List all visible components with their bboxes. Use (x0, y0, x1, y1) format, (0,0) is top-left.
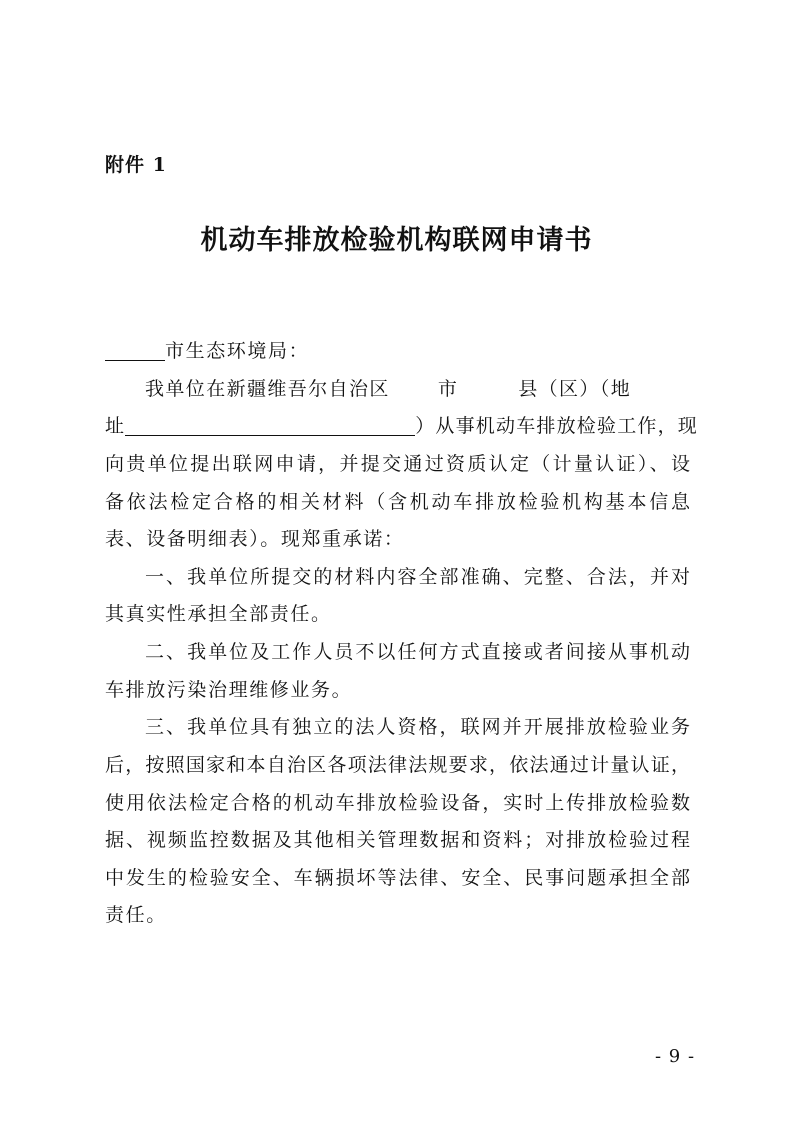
para2-line1: 一、我单位所提交的材料内容全部准确、完整、合法，并对 (145, 566, 690, 588)
para1-line4: 备依法检定合格的相关材料（含机动车排放检验机构基本信息 (105, 491, 690, 513)
para1-line1: 我单位在新疆维吾尔自治区 市 县（区）（地 (145, 378, 632, 400)
salutation-line (105, 341, 690, 361)
para4-line5: 中发生的检验安全、车辆损坏等法律、安全、民事问题承担全部 (105, 867, 690, 889)
para3-line2: 车排放污染治理维修业务。 (105, 679, 353, 701)
salutation-text: 市生态环境局： (165, 340, 310, 362)
para4-line4: 据、视频监控数据及其他相关管理数据和资料；对排放检验过程 (105, 829, 690, 851)
address-blank (125, 417, 415, 436)
para4-line1: 三、我单位具有独立的法人资格，联网并开展排放检验业务 (145, 716, 690, 738)
para4-line3: 使用依法检定合格的机动车排放检验设备，实时上传排放检验数 (105, 792, 690, 814)
para4-line2: 后，按照国家和本自治区各项法律法规要求，依法通过计量认证， (105, 754, 690, 776)
attachment-label: 附件 1 (105, 154, 167, 176)
para1-line3: 向贵单位提出联网申请，并提交通过资质认定（计量认证）、设 (105, 453, 690, 475)
para3-line1: 二、我单位及工作人员不以任何方式直接或者间接从事机动 (145, 641, 690, 663)
para2-line2: 其真实性承担全部责任。 (105, 603, 332, 625)
para4-line6: 责任。 (105, 904, 167, 926)
city-blank (105, 342, 165, 361)
page-number: - 9 - (655, 1046, 696, 1067)
para1-line5: 表、设备明细表）。现郑重承诺： (105, 528, 405, 550)
document-title: 机动车排放检验机构联网申请书 (200, 225, 593, 256)
para1-line2: 址 ）从事机动车排放检验工作，现 (105, 415, 699, 437)
